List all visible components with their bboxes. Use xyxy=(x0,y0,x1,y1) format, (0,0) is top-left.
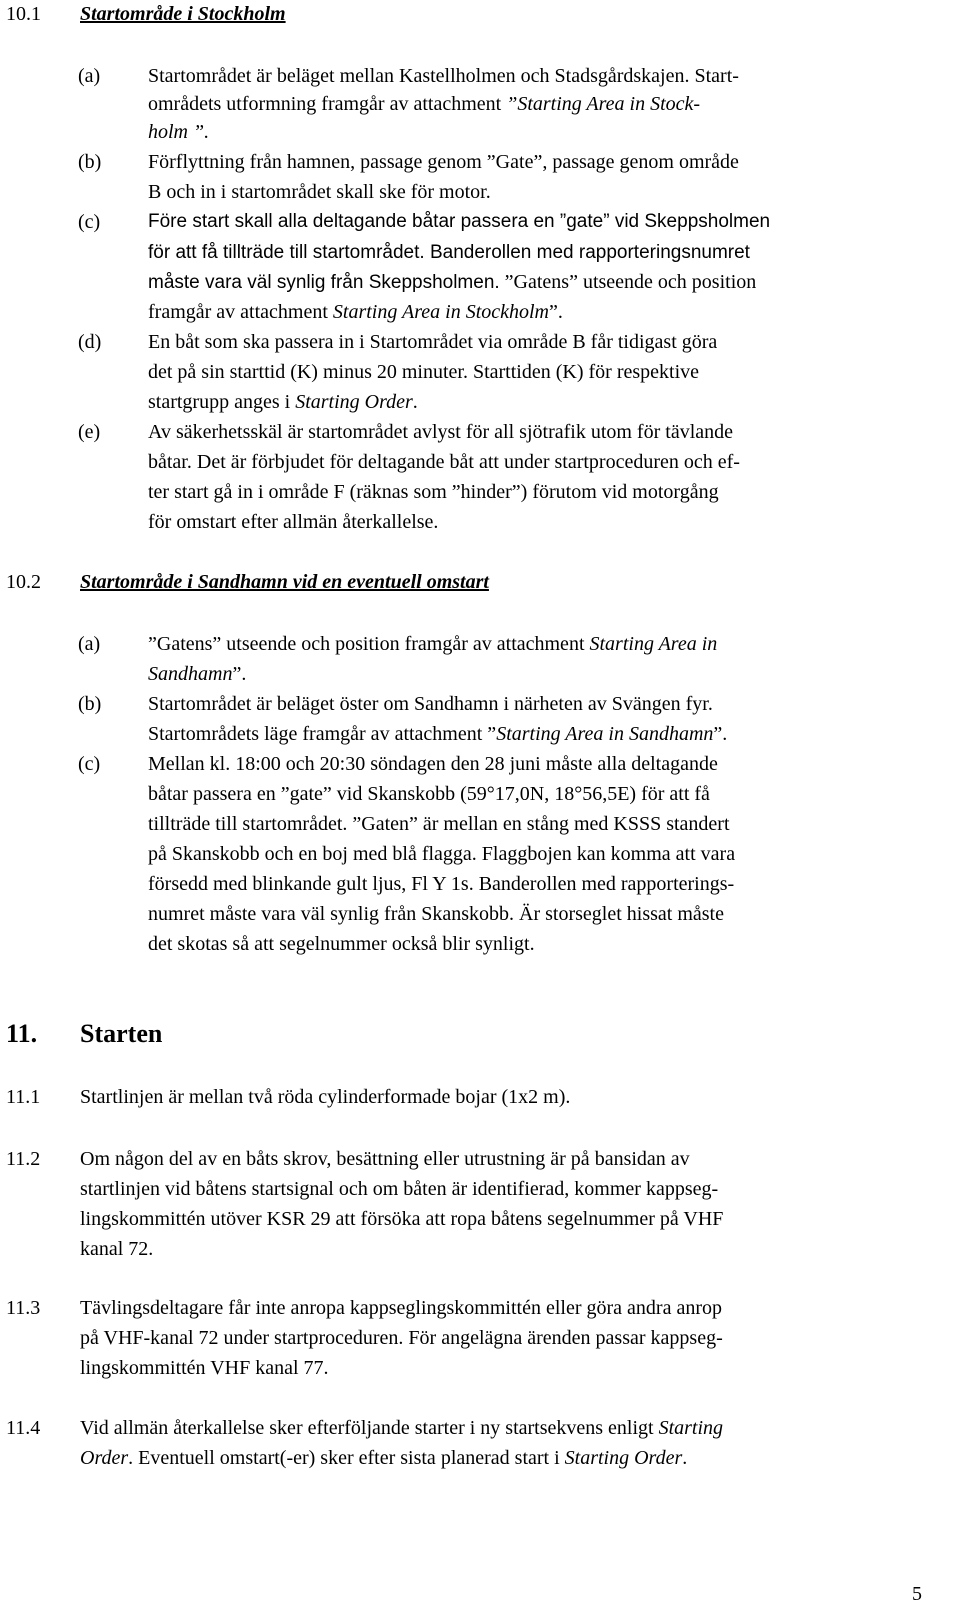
para-number-11-4: 11.4 xyxy=(6,1417,41,1439)
item-10-2-c-line-5: försedd med blinkande gult ljus, Fl Y 1s. Banderollen med rapporterings- xyxy=(148,873,735,895)
item-10-1-c-line-1: Före start skall alla deltagande båtar passera en ”gate” vid Skeppsholmen xyxy=(148,211,771,232)
item-10-1-e-line-4: för omstart efter allmän återkallelse. xyxy=(148,511,439,533)
item-10-1-a-line-2: områdets utformning framgår av attachment ”Starting Area in Stock- xyxy=(148,93,701,115)
item-label-10-1-b: (b) xyxy=(78,151,102,173)
item-label-10-1-e: (e) xyxy=(78,421,101,443)
item-label-10-1-c: (c) xyxy=(78,211,101,233)
para-11-3-line-3: lingskommittén VHF kanal 77. xyxy=(80,1357,329,1379)
item-10-2-c-line-6: numret måste vara väl synlig från Skanskobb. Är storseglet hissat måste xyxy=(148,903,724,925)
section-number-10-1: 10.1 xyxy=(6,3,41,25)
para-11-4-line-1: Vid allmän återkallelse sker efterföljande starter i ny startsekvens enligt Starting xyxy=(80,1417,724,1439)
para-11-2-line-3: lingskommittén utöver KSR 29 att försöka att ropa båtens segelnummer på VHF xyxy=(80,1208,724,1230)
para-11-3-line-1: Tävlingsdeltagare får inte anropa kappseglingskommittén eller göra andra anrop xyxy=(80,1297,722,1319)
item-10-2-c-line-2: båtar passera en ”gate” vid Skanskobb (59°17,0N, 18°56,5E) för att få xyxy=(148,783,710,805)
item-10-1-b-line-2: B och in i startområdet skall ske för motor. xyxy=(148,181,491,203)
item-10-1-c-line-4: framgår av attachment Starting Area in Stockholm”. xyxy=(148,301,563,323)
para-11-2-line-1: Om någon del av en båts skrov, besättning eller utrustning är på bansidan av xyxy=(80,1148,690,1170)
para-number-11-3: 11.3 xyxy=(6,1297,41,1319)
item-10-1-d-line-3: startgrupp anges i Starting Order. xyxy=(148,391,418,413)
item-10-1-c-line-3: måste vara väl synlig från Skeppsholmen. ”Gatens” utseende och position xyxy=(148,271,757,293)
item-10-1-c-line-2: för att få tillträde till startområdet. Banderollen med rapporteringsnumret xyxy=(148,242,750,263)
section-title-10-2: Startområde i Sandhamn vid en eventuell omstart xyxy=(80,571,489,593)
item-label-10-1-d: (d) xyxy=(78,331,102,353)
page-number: 5 xyxy=(912,1583,922,1605)
item-10-2-b-line-1: Startområdet är beläget öster om Sandhamn i närheten av Svängen fyr. xyxy=(148,693,713,715)
item-10-2-c-line-4: på Skanskobb och en boj med blå flagga. Flaggbojen kan komma att vara xyxy=(148,843,736,865)
item-10-1-e-line-2: båtar. Det är förbjudet för deltagande båt att under startproceduren och ef- xyxy=(148,451,740,473)
item-10-2-a-line-2: Sandhamn”. xyxy=(148,663,247,685)
para-11-2-line-4: kanal 72. xyxy=(80,1238,154,1260)
section-title-11: Starten xyxy=(80,1019,163,1048)
section-number-10-2: 10.2 xyxy=(6,571,41,593)
item-10-1-e-line-1: Av säkerhetsskäl är startområdet avlyst för all sjötrafik utom för tävlande xyxy=(148,421,733,443)
item-10-1-d-line-1: En båt som ska passera in i Startområdet via område B får tidigast göra xyxy=(148,331,718,353)
item-10-2-a-line-1: ”Gatens” utseende och position framgår av attachment Starting Area in xyxy=(148,633,718,655)
item-10-2-b-line-2: Startområdets läge framgår av attachment ”Starting Area in Sandhamn”. xyxy=(148,723,728,745)
item-10-1-e-line-3: ter start gå in i område F (räknas som ”hinder”) förutom vid motorgång xyxy=(148,481,719,503)
section-title-10-1: Startområde i Stockholm xyxy=(80,3,286,25)
item-label-10-1-a: (a) xyxy=(78,65,101,87)
item-10-2-c-line-7: det skotas så att segelnummer också blir synligt. xyxy=(148,933,535,955)
item-10-1-d-line-2: det på sin starttid (K) minus 20 minuter. Starttiden (K) för respektive xyxy=(148,361,700,383)
para-11-4-line-2: Order. Eventuell omstart(-er) sker efter sista planerad start i Starting Order. xyxy=(80,1447,688,1469)
item-10-1-b-line-1: Förflyttning från hamnen, passage genom ”Gate”, passage genom område xyxy=(148,151,739,173)
item-10-2-c-line-3: tillträde till startområdet. ”Gaten” är mellan en stång med KSSS standert xyxy=(148,813,730,835)
para-11-2-line-2: startlinjen vid båtens startsignal och om båten är identifierad, kommer kappseg- xyxy=(80,1178,719,1200)
para-11-3-line-2: på VHF-kanal 72 under startproceduren. För angelägna ärenden passar kappseg- xyxy=(80,1327,723,1349)
item-label-10-2-c: (c) xyxy=(78,753,101,775)
item-10-2-c-line-1: Mellan kl. 18:00 och 20:30 söndagen den 28 juni måste alla deltagande xyxy=(148,753,718,775)
item-label-10-2-b: (b) xyxy=(78,693,102,715)
item-10-1-a-line-1: Startområdet är beläget mellan Kastellholmen och Stadsgårdskajen. Start- xyxy=(148,65,739,87)
section-number-11: 11. xyxy=(6,1019,38,1048)
item-10-1-a-line-3: holm ”. xyxy=(148,121,210,143)
para-11-1-line-1: Startlinjen är mellan två röda cylinderformade bojar (1x2 m). xyxy=(80,1086,571,1108)
para-number-11-1: 11.1 xyxy=(6,1086,41,1108)
para-number-11-2: 11.2 xyxy=(6,1148,41,1170)
item-label-10-2-a: (a) xyxy=(78,633,101,655)
